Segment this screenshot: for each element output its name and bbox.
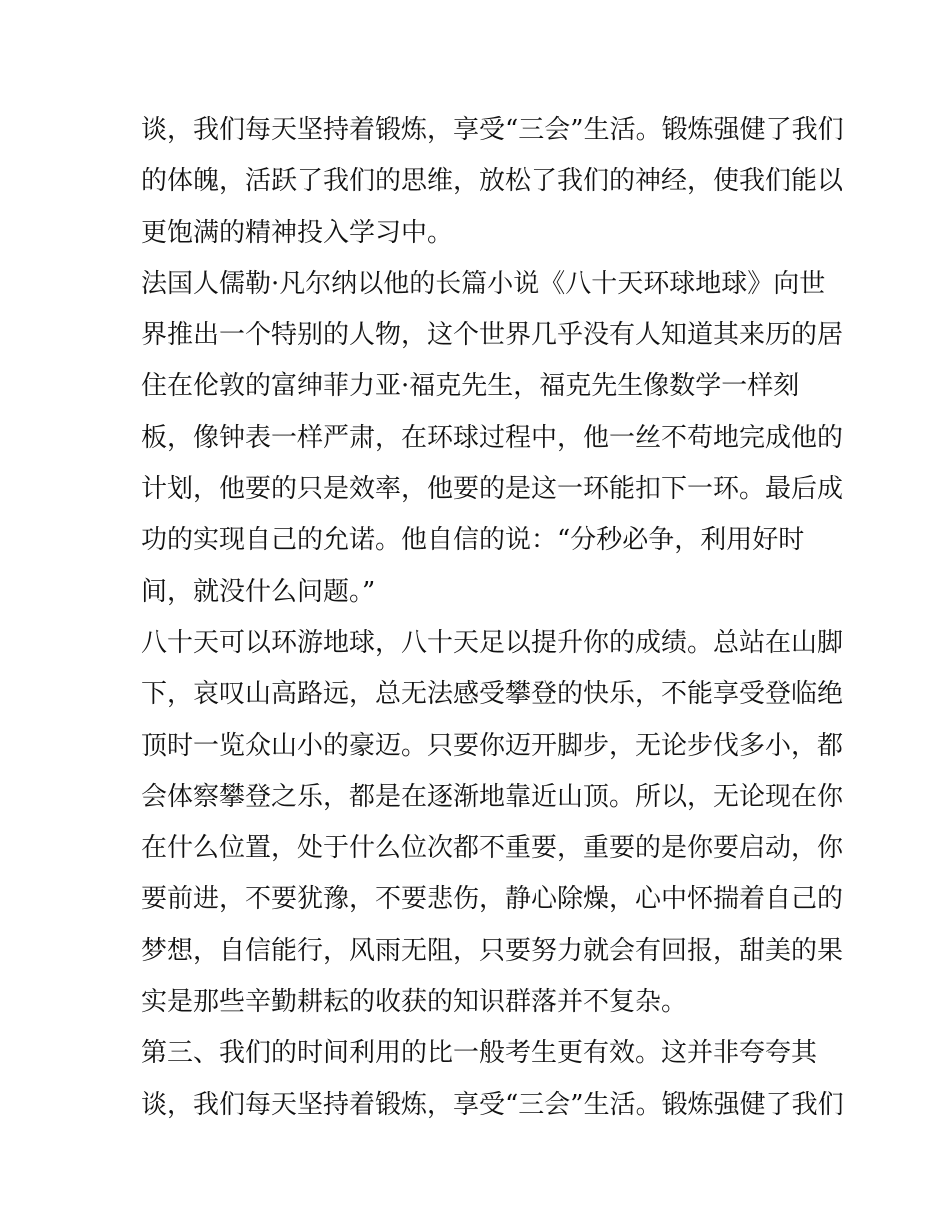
text-line: 界推出一个特别的人物，这个世界几乎没有人知道其来历的居 [141, 320, 844, 351]
text-line: 下，哀叹山高路远，总无法感受攀登的快乐，不能享受登临绝 [141, 679, 844, 710]
text-line: 梦想，自信能行，风雨无阻，只要努力就会有回报，甜美的果 [141, 935, 844, 966]
text-line: 顶时一览众山小的豪迈。只要你迈开脚步，无论步伐多小，都 [141, 730, 844, 761]
text-line: 住在伦敦的富绅菲力亚·福克先生，福克先生像数学一样刻 [141, 371, 800, 402]
text-line: 谈，我们每天坚持着锻炼，享受“三会”生活。锻炼强健了我们 [141, 115, 844, 145]
text-line: 间，就没什么问题。” [141, 576, 376, 607]
text-line: 计划，他要的只是效率，他要的是这一环能扣下一环。最后成 [141, 474, 844, 505]
text-line: 板，像钟表一样严肃，在环球过程中，他一丝不苟地完成他的 [141, 422, 844, 453]
text-line: 第三、我们的时间利用的比一般考生更有效。这并非夸夸其 [141, 1038, 818, 1069]
text-line: 八十天可以环游地球，八十天足以提升你的成绩。总站在山脚 [141, 627, 844, 658]
text-line: 法国人儒勒·凡尔纳以他的长篇小说《八十天环球地球》向世 [141, 268, 826, 299]
text-line: 在什么位置，处于什么位次都不重要，重要的是你要启动，你 [141, 833, 844, 864]
document-body [141, 105, 844, 1131]
text-line: 的体魄，活跃了我们的思维，放松了我们的神经，使我们能以 [141, 166, 844, 197]
text-line: 更饱满的精神投入学习中。 [141, 217, 454, 248]
text-line: 实是那些辛勤耕耘的收获的知识群落并不复杂。 [141, 987, 688, 1018]
text-line: 会体察攀登之乐，都是在逐渐地靠近山顶。所以，无论现在你 [141, 781, 844, 812]
text-line: 功的实现自己的允诺。他自信的说：“分秒必争，利用好时 [141, 525, 805, 556]
text-line: 谈，我们每天坚持着锻炼，享受“三会”生活。锻炼强健了我们 [141, 1089, 844, 1120]
text-line: 要前进，不要犹豫，不要悲伤，静心除燥，心中怀揣着自己的 [141, 884, 844, 915]
